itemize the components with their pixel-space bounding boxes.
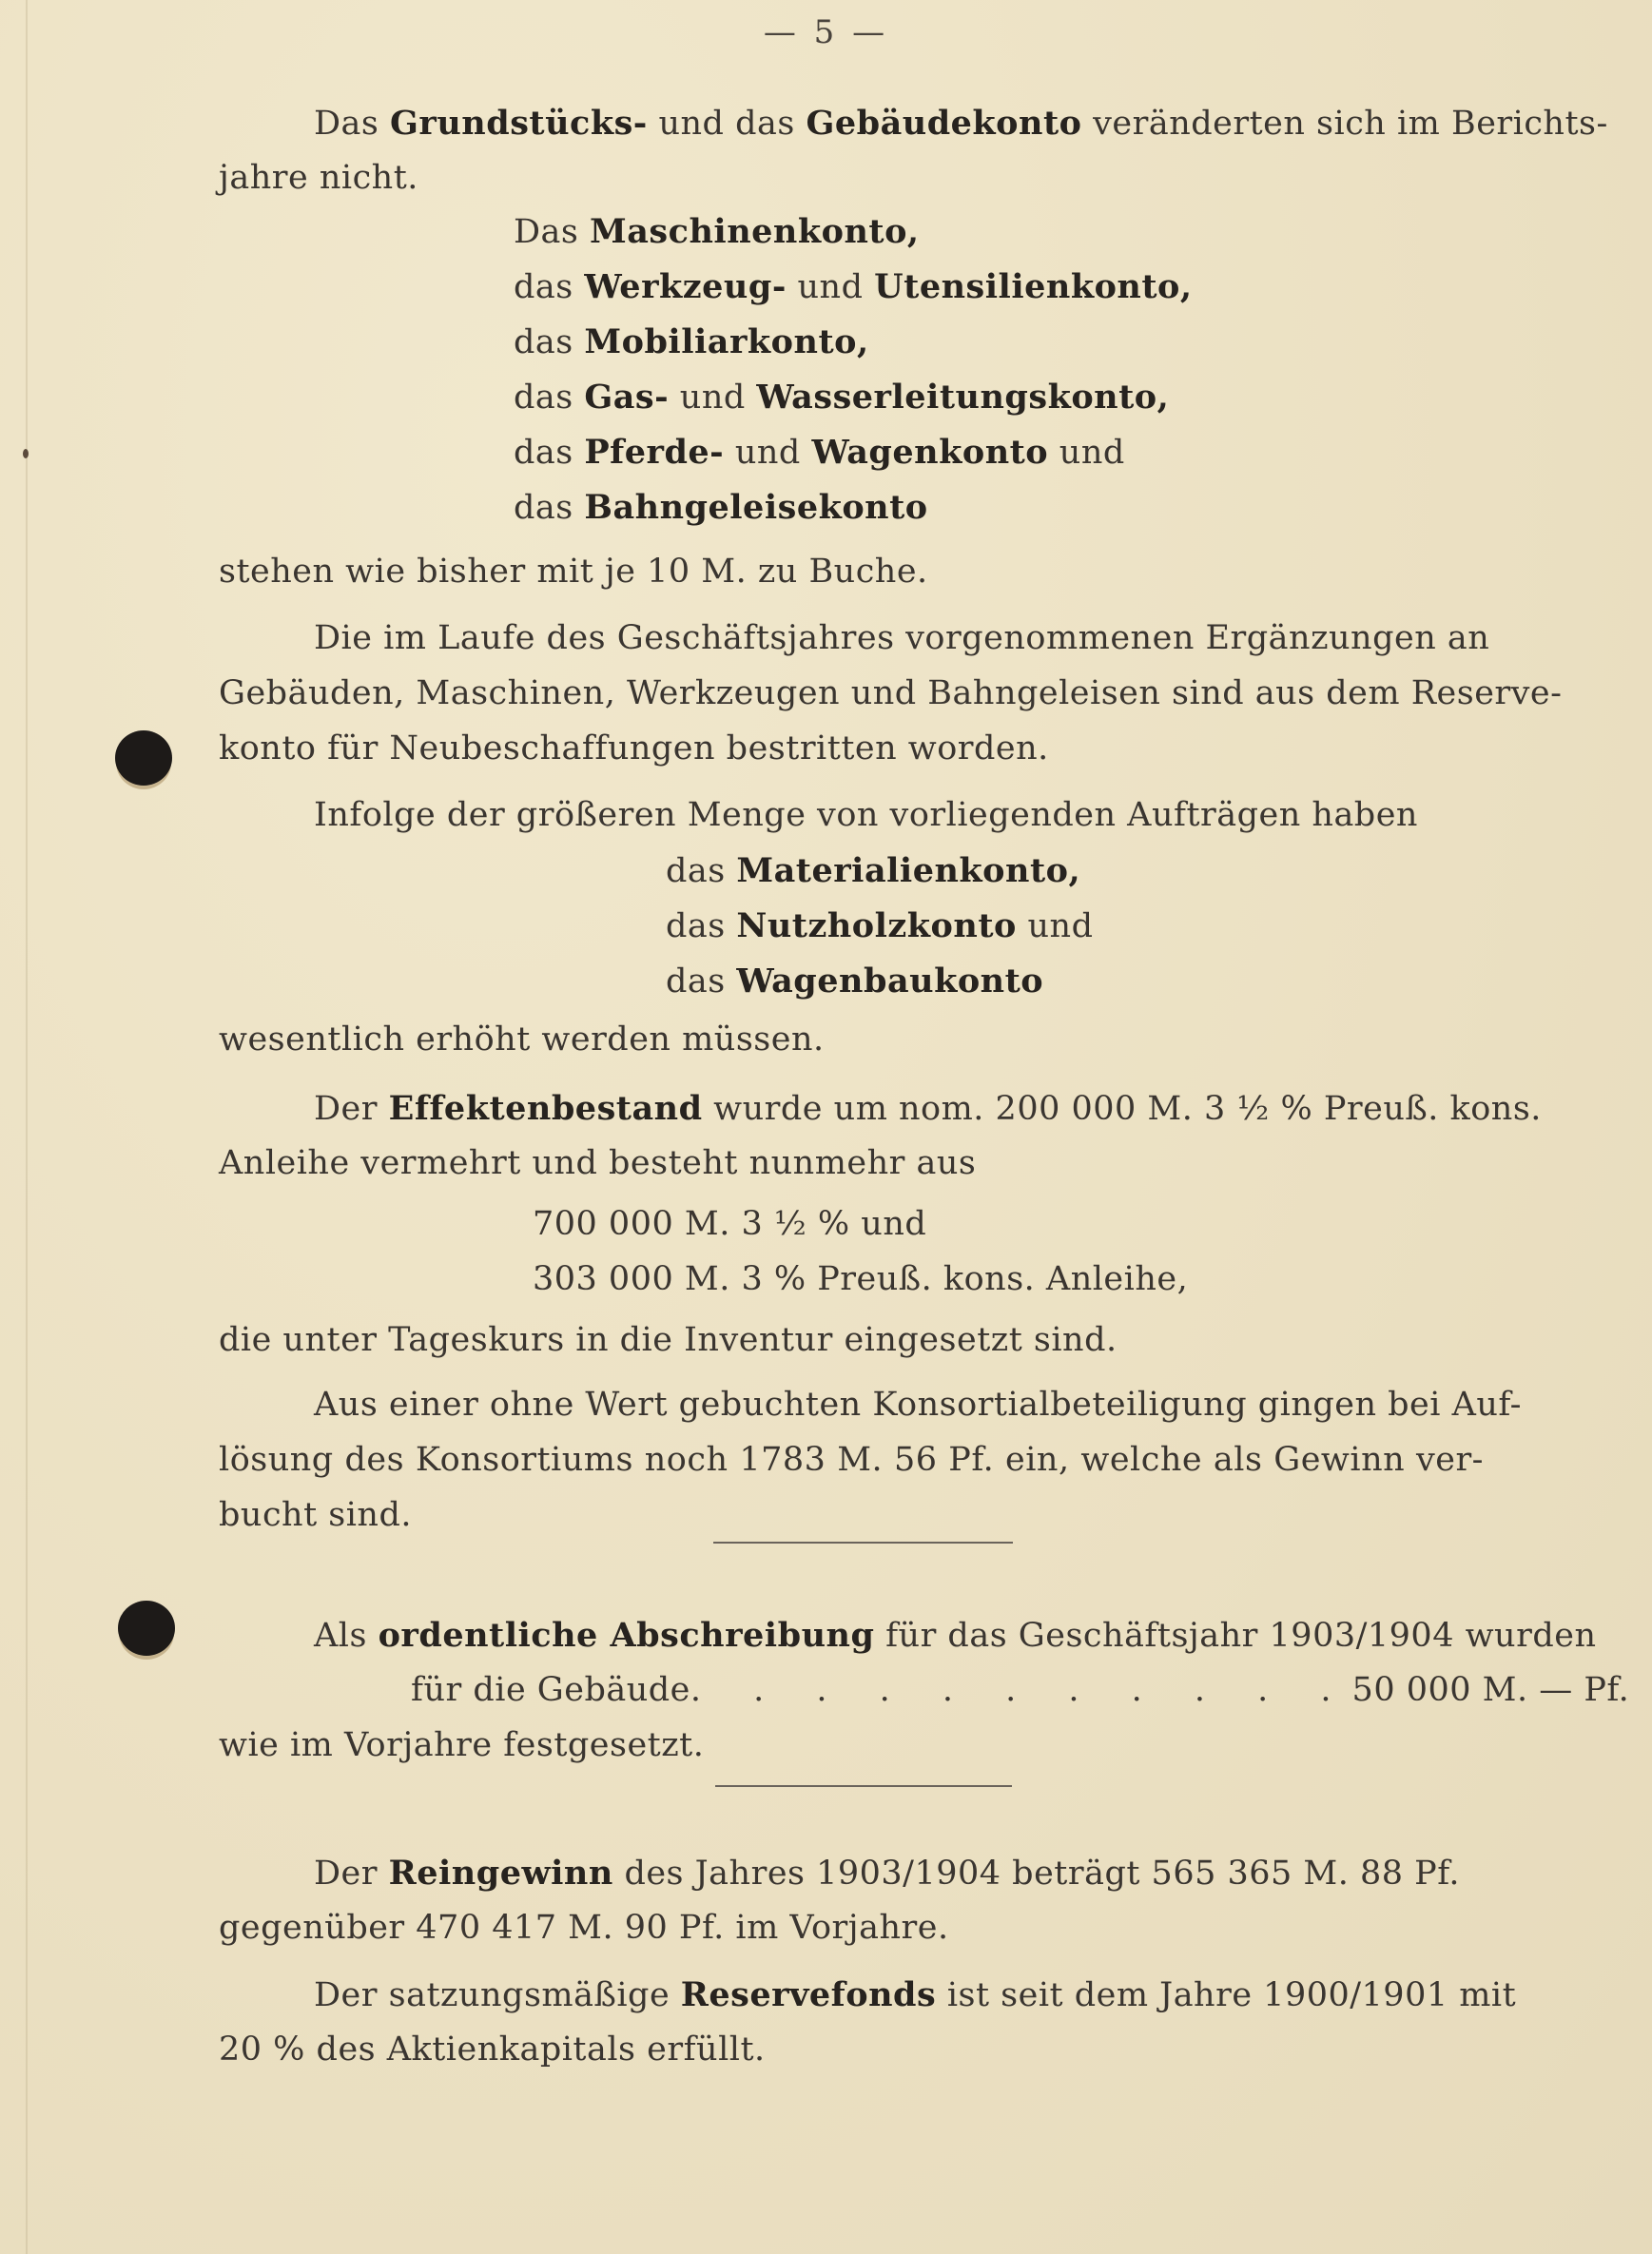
bold-term: Grundstücks-	[390, 104, 648, 143]
paragraph-line: jahre nicht.	[219, 159, 418, 197]
account-name: Werkzeug-	[584, 267, 787, 306]
account-item	[666, 851, 1081, 890]
text: und	[1016, 907, 1094, 945]
punch-hole-top	[115, 730, 172, 786]
bold-term: Gebäudekonto	[806, 104, 1082, 143]
text: und	[724, 434, 812, 472]
bold-term: Reservefonds	[680, 1975, 937, 2014]
text: das	[666, 962, 737, 1001]
text: ist seit dem Jahre 1900/1901 mit	[936, 1976, 1517, 2014]
paragraph-line: Infolge der größeren Menge von vorliegenden Aufträgen haben	[314, 796, 1418, 834]
account-name: Wagenkonto	[811, 433, 1049, 472]
paragraph-line: 20 % des Aktienkapitals erfüllt.	[219, 2031, 766, 2069]
paragraph-line: bucht sind.	[219, 1496, 413, 1534]
paragraph-line: gegenüber 470 417 M. 90 Pf. im Vorjahre.	[219, 1909, 949, 1947]
page-number: — 5 —	[763, 13, 889, 51]
paragraph-line	[314, 1975, 1517, 2014]
account-name: Utensilienkonto,	[874, 267, 1193, 306]
paragraph-line: die unter Tageskurs in die Inventur eingesetzt sind.	[219, 1321, 1118, 1359]
paragraph-line	[314, 1616, 1597, 1655]
text: Der	[314, 1090, 389, 1128]
account-name: Materialienkonto,	[736, 851, 1081, 890]
account-name: Maschinenkonto,	[590, 212, 920, 251]
text: für das Geschäftsjahr 1903/1904 wurden	[874, 1617, 1597, 1655]
bold-term: ordentliche Abschreibung	[378, 1616, 875, 1655]
account-item	[514, 488, 928, 527]
paper-speck	[23, 449, 29, 458]
paragraph-line: lösung des Konsortiums noch 1783 M. 56 Pf. ein, welche als Gewinn ver-	[219, 1441, 1484, 1479]
paragraph-line: Die im Laufe des Geschäftsjahres vorgenommenen Ergänzungen an	[314, 619, 1490, 657]
text: das	[514, 489, 585, 527]
account-name: Nutzholzkonto	[736, 906, 1017, 945]
account-name: Pferde-	[584, 433, 725, 472]
account-item	[514, 322, 869, 361]
text: und	[786, 268, 875, 306]
text: das	[666, 852, 737, 890]
text: das	[514, 379, 585, 417]
account-item	[666, 906, 1094, 945]
leader-dots: . . . . . . . . . . .	[690, 1671, 1352, 1709]
text: das	[666, 907, 737, 945]
text: Als	[314, 1617, 379, 1655]
text: wurde um nom. 200 000 M. 3 ½ % Preuß. kons.	[702, 1090, 1542, 1128]
securities-line: 303 000 M. 3 % Preuß. kons. Anleihe,	[533, 1260, 1189, 1298]
section-divider	[713, 1542, 1013, 1544]
text: Der satzungsmäßige	[314, 1976, 681, 2014]
text: Das	[314, 105, 391, 143]
paragraph-line: Gebäuden, Maschinen, Werkzeugen und Bahngeleisen sind aus dem Reserve-	[219, 674, 1563, 712]
account-item	[514, 433, 1125, 472]
account-item	[666, 964, 1043, 999]
paragraph-line: stehen wie bisher mit je 10 M. zu Buche.	[219, 553, 928, 591]
depreciation-row	[411, 1671, 1630, 1709]
account-name: Mobiliarkonto,	[584, 322, 869, 361]
text: Der	[314, 1855, 389, 1893]
securities-line: 700 000 M. 3 ½ % und	[533, 1205, 927, 1243]
text: Das	[514, 213, 591, 251]
bold-term: Effektenbestand	[388, 1089, 703, 1128]
text: das	[514, 434, 585, 472]
paragraph-line: wesentlich erhöht werden müssen.	[219, 1020, 825, 1059]
depreciation-label: für die Gebäude	[411, 1671, 690, 1709]
text: das	[514, 323, 585, 361]
account-item	[514, 267, 1193, 306]
paragraph-line	[314, 1856, 1484, 1891]
account-item	[514, 212, 920, 251]
account-name: Wagenbaukonto	[736, 962, 1044, 1001]
paragraph-line	[314, 104, 1608, 143]
paragraph-line: wie im Vorjahre festgesetzt.	[219, 1726, 705, 1764]
text: das	[514, 268, 585, 306]
account-name: Bahngeleisekonto	[584, 488, 928, 527]
paper-fold-line	[26, 0, 28, 2254]
account-item	[514, 380, 1169, 415]
section-divider	[715, 1785, 1012, 1787]
text: und	[669, 379, 757, 417]
text: des Jahres 1903/1904 beträgt 565 365 M. 88 Pf.	[612, 1855, 1461, 1893]
bold-term: Reingewinn	[388, 1854, 613, 1893]
paragraph-line: Aus einer ohne Wert gebuchten Konsortialbeteiligung gingen bei Auf-	[314, 1386, 1522, 1424]
account-name: Gas-	[584, 378, 670, 417]
text: und das	[647, 105, 807, 143]
punch-hole-bottom	[118, 1601, 175, 1656]
text: und	[1048, 434, 1125, 472]
paragraph-line: konto für Neubeschaffungen bestritten worden.	[219, 729, 1049, 768]
text: veränderten sich im Berichts-	[1081, 105, 1608, 143]
account-name: Wasserleitungskonto,	[756, 378, 1170, 417]
depreciation-value: 50 000 M. — Pf.	[1351, 1671, 1630, 1709]
paragraph-line: Anleihe vermehrt und besteht nunmehr aus	[219, 1144, 977, 1182]
paragraph-line	[314, 1089, 1542, 1128]
